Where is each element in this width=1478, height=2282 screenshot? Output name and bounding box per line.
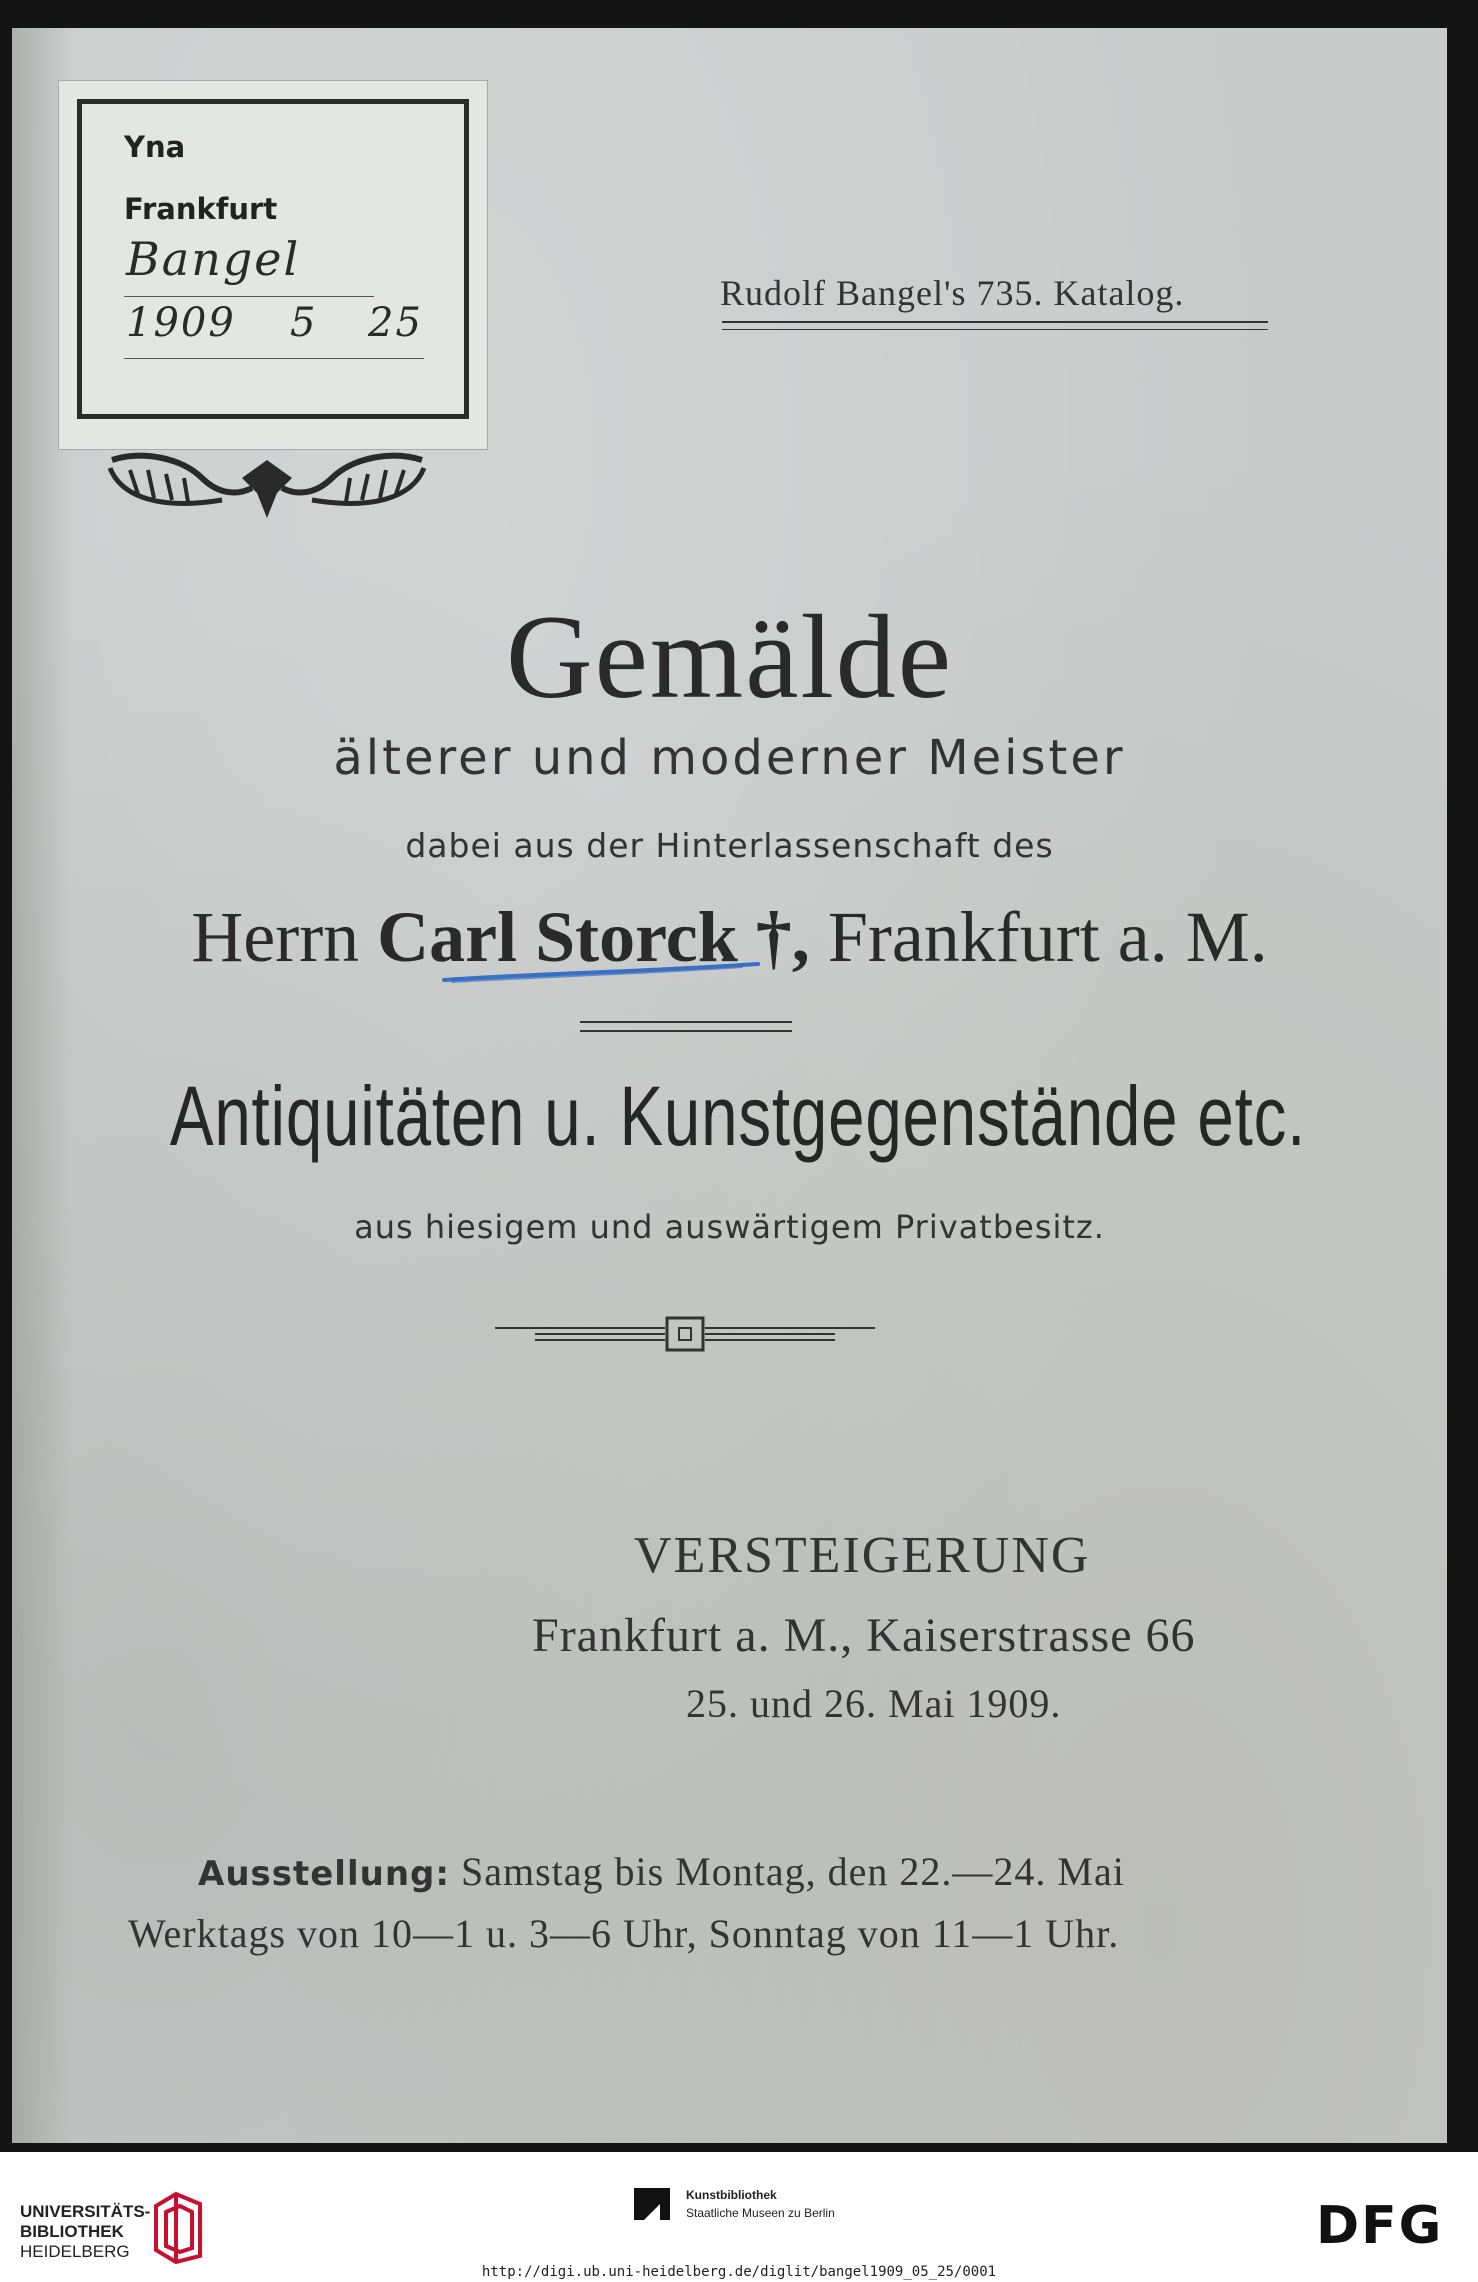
- ub-heidelberg-text: [20, 2202, 150, 2262]
- center-ornament-icon: [495, 1314, 875, 1354]
- label-city: Frankfurt: [124, 192, 278, 226]
- decorative-ornament-icon: [102, 448, 432, 528]
- antiques-heading: Antiquitäten u. Kunstgegenstände etc.: [169, 1069, 1307, 1163]
- ub-line-2: BIBLIOTHEK: [20, 2222, 124, 2241]
- auction-heading: VERSTEIGERUNG: [634, 1527, 1091, 1584]
- kunstbibliothek-text: [686, 2186, 835, 2222]
- estate-city: Frankfurt a. M.: [809, 897, 1268, 977]
- label-handwritten-year: 1909: [126, 300, 236, 346]
- label-handwritten-name: Bangel: [126, 232, 301, 286]
- library-label-frame: [77, 99, 469, 419]
- exhibition-hours: Werktags von 10—1 u. 3—6 Uhr, Sonntag von 11—1 Uhr.: [128, 1911, 1120, 1956]
- label-handwritten-day: 25: [368, 300, 423, 346]
- label-rule-2: [124, 358, 424, 359]
- footer-bar: [0, 2152, 1478, 2282]
- ub-line-1: UNIVERSITÄTS-: [20, 2202, 151, 2221]
- permalink-url[interactable]: http://digi.ub.uni-heidelberg.de/diglit/bangel1909_05_25/0001: [481, 2264, 997, 2280]
- kb-line-1: Kunstbibliothek: [686, 2188, 777, 2202]
- blue-pencil-underline: [442, 958, 762, 988]
- private-collections-line: aus hiesigem und auswärtigem Privatbesitz.: [354, 1208, 1105, 1246]
- subtitle: älterer und moderner Meister: [333, 730, 1126, 786]
- exhibition-dates: Samstag bis Montag, den 22.—24. Mai: [449, 1849, 1125, 1894]
- label-handwritten-month: 5: [290, 300, 318, 346]
- label-rule-1: [124, 296, 374, 297]
- section-divider: [580, 1021, 792, 1032]
- estate-prefix: Herrn: [191, 897, 378, 977]
- kb-line-2: Staatliche Museen zu Berlin: [686, 2206, 835, 2220]
- auction-dates: 25. und 26. Mai 1909.: [686, 1681, 1062, 1726]
- kunstbibliothek-logo-icon[interactable]: [630, 2184, 674, 2224]
- catalog-cover-page: [12, 28, 1447, 2143]
- label-shelfmark: Yna: [124, 130, 186, 164]
- estate-name: Carl Storck †,: [377, 897, 810, 977]
- exhibition-label: Ausstellung:: [198, 1854, 450, 1894]
- dfg-logo[interactable]: DFG: [1316, 2196, 1444, 2256]
- catalog-number: Rudolf Bangel's 735. Katalog.: [720, 273, 1185, 313]
- estate-intro: dabei aus der Hinterlassenschaft des: [405, 826, 1054, 865]
- ub-line-3: HEIDELBERG: [20, 2242, 130, 2261]
- page-title: Gemälde: [505, 590, 954, 723]
- catalog-rule: [722, 321, 1268, 330]
- library-label: [58, 80, 488, 450]
- exhibition-line: [198, 1848, 1125, 1895]
- auction-address: Frankfurt a. M., Kaiserstrasse 66: [532, 1609, 1196, 1662]
- ub-heidelberg-logo-icon[interactable]: [150, 2186, 206, 2266]
